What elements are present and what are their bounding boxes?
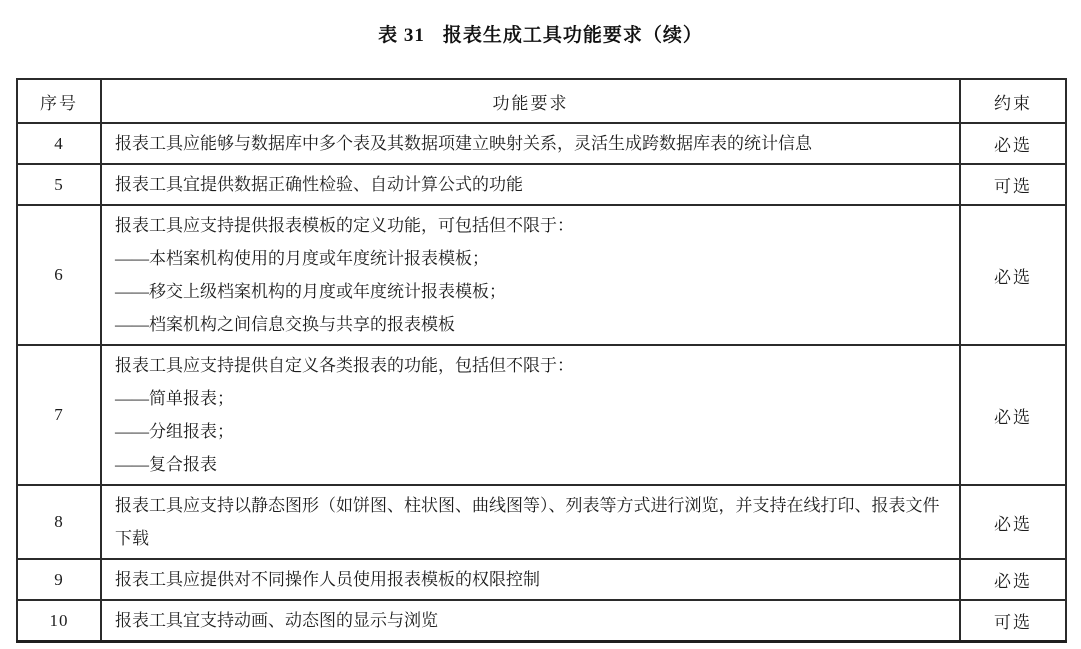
header-cell-constraint: 约束 (960, 79, 1066, 123)
header-cell-num: 序号 (17, 79, 101, 123)
row-constraint: 必选 (960, 559, 1066, 600)
requirements-table (16, 78, 1067, 643)
row-requirement (101, 205, 960, 345)
row-number: 8 (17, 485, 101, 559)
table-title-text: 报表生成工具功能要求（续） (442, 25, 703, 46)
requirements-table-body (17, 123, 1066, 642)
row-requirement (101, 345, 960, 485)
row-requirement (101, 164, 960, 205)
requirement-line: 报表工具宜支持动画、动态图的显示与浏览 (115, 611, 438, 630)
requirement-line: ——复合报表 (115, 455, 217, 474)
row-constraint: 必选 (960, 205, 1066, 345)
requirement-line: 报表工具应支持提供报表模板的定义功能，可包括但不限于： (115, 216, 574, 235)
row-constraint: 必选 (960, 345, 1066, 485)
requirement-line: ——移交上级档案机构的月度或年度统计报表模板； (115, 282, 506, 301)
requirement-line: ——档案机构之间信息交换与共享的报表模板 (115, 315, 455, 334)
header-cell-requirement: 功能要求 (101, 79, 960, 123)
requirement-line: 报表工具应提供对不同操作人员使用报表模板的权限控制 (115, 570, 540, 589)
requirement-line: 报表工具应支持以静态图形（如饼图、柱状图、曲线图等）、列表等方式进行浏览，并支持在线打印、报表文件下载 (115, 496, 940, 548)
table-title (0, 20, 1081, 47)
requirement-line: 报表工具宜提供数据正确性检验、自动计算公式的功能 (115, 175, 523, 194)
row-number: 4 (17, 123, 101, 164)
row-requirement (101, 123, 960, 164)
row-number: 10 (17, 600, 101, 642)
table-row (17, 164, 1066, 205)
row-constraint: 可选 (960, 600, 1066, 642)
row-requirement (101, 600, 960, 642)
row-constraint: 可选 (960, 164, 1066, 205)
table-row (17, 345, 1066, 485)
table-row (17, 485, 1066, 559)
row-requirement (101, 485, 960, 559)
table-title-number: 表 31 (378, 25, 425, 46)
table-row (17, 559, 1066, 600)
requirement-line: ——简单报表； (115, 389, 234, 408)
row-number: 9 (17, 559, 101, 600)
row-requirement (101, 559, 960, 600)
row-number: 7 (17, 345, 101, 485)
table-row (17, 205, 1066, 345)
requirements-table-header (17, 79, 1066, 123)
requirement-line: ——分组报表； (115, 422, 234, 441)
table-row (17, 123, 1066, 164)
row-constraint: 必选 (960, 123, 1066, 164)
row-constraint: 必选 (960, 485, 1066, 559)
table-row (17, 600, 1066, 642)
requirement-line: 报表工具应支持提供自定义各类报表的功能，包括但不限于： (115, 356, 574, 375)
row-number: 6 (17, 205, 101, 345)
header-row (17, 79, 1066, 123)
requirement-line: 报表工具应能够与数据库中多个表及其数据项建立映射关系，灵活生成跨数据库表的统计信息 (115, 134, 812, 153)
requirement-line: ——本档案机构使用的月度或年度统计报表模板； (115, 249, 489, 268)
row-number: 5 (17, 164, 101, 205)
